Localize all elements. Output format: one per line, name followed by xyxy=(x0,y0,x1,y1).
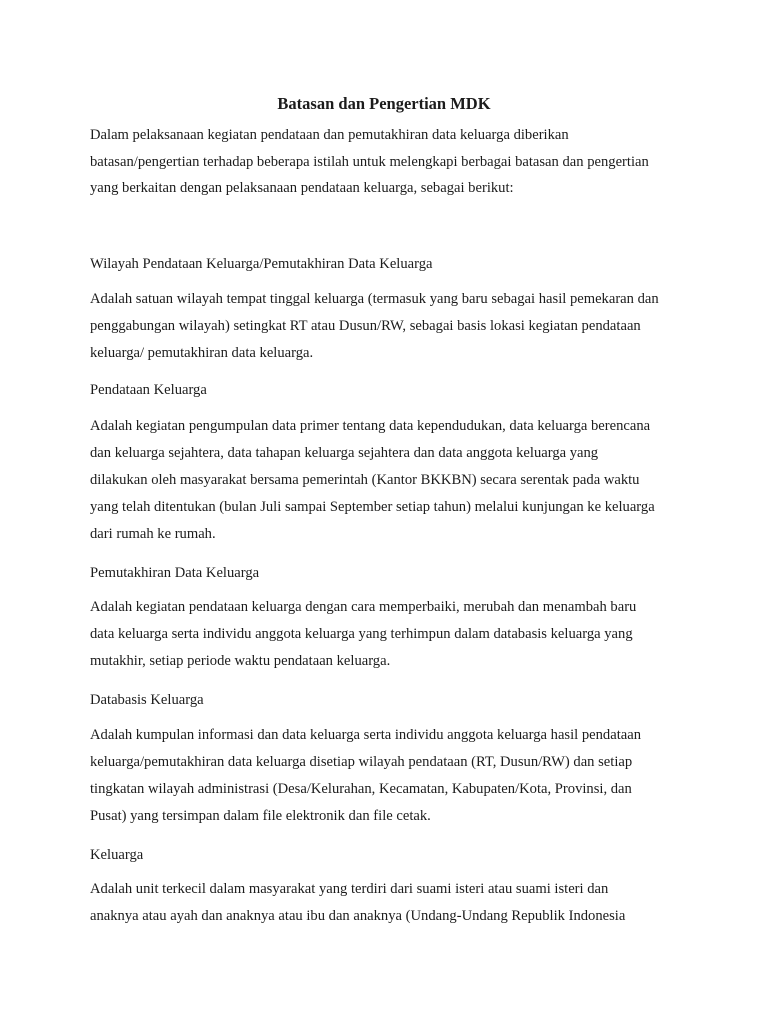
section-heading-pendataan: Pendataan Keluarga xyxy=(90,382,207,398)
section-body-keluarga: Adalah unit terkecil dalam masyarakat yang terdiri dari suami isteri atau suami isteri dan anaknya atau ayah dan anaknya atau ibu dan anaknya (Undang-Undang Republik Indonesia xyxy=(90,881,626,924)
intro-paragraph: Dalam pelaksanaan kegiatan pendataan dan pemutakhiran data keluarga diberikan batasan/pengertian terhadap beberapa istilah untuk melengkapi berbagai batasan dan pengertian yang berkaitan dengan pelaksanaan pendataan keluarga, sebagai berikut: xyxy=(90,127,649,196)
section-body-wilayah: Adalah satuan wilayah tempat tinggal keluarga (termasuk yang baru sebagai hasil pemekaran dan penggabungan wilayah) setingkat RT atau Dusun/RW, sebagai basis lokasi kegiatan pendataan keluarga/ pemutakhiran data keluarga. xyxy=(90,291,659,361)
section-heading-pemutakhiran: Pemutakhiran Data Keluarga xyxy=(90,565,260,581)
section-body-pendataan: Adalah kegiatan pengumpulan data primer tentang data kependudukan, data keluarga berencana dan keluarga sejahtera, data tahapan keluarga sejahtera dan data anggota keluarga yang dilakukan oleh masyarakat bersama pemerintah (Kantor BKKBN) secara serentak pada waktu yang telah ditentukan (bulan Juli sampai September setiap tahun) melalui kunjungan ke keluarga dari rumah ke rumah. xyxy=(90,418,655,542)
section-body-pemutakhiran: Adalah kegiatan pendataan keluarga dengan cara memperbaiki, merubah dan menambah baru data keluarga serta individu anggota keluarga yang terhimpun dalam databasis keluarga yang mutakhir, setiap periode waktu pendataan keluarga. xyxy=(90,599,637,669)
section-body-databasis: Adalah kumpulan informasi dan data keluarga serta individu anggota keluarga hasil pendataan keluarga/pemutakhiran data keluarga disetiap wilayah pendataan (RT, Dusun/RW) dan setiap tingkatan wilayah administrasi (Desa/Kelurahan, Kecamatan, Kabupaten/Kota, Provinsi, dan Pusat) yang tersimpan dalam file elektronik dan file cetak. xyxy=(90,727,642,824)
section-heading-databasis: Databasis Keluarga xyxy=(90,692,204,708)
document-title: Batasan dan Pengertian MDK xyxy=(277,94,491,113)
section-heading-wilayah: Wilayah Pendataan Keluarga/Pemutakhiran Data Keluarga xyxy=(90,256,433,272)
section-heading-keluarga: Keluarga xyxy=(90,847,144,863)
